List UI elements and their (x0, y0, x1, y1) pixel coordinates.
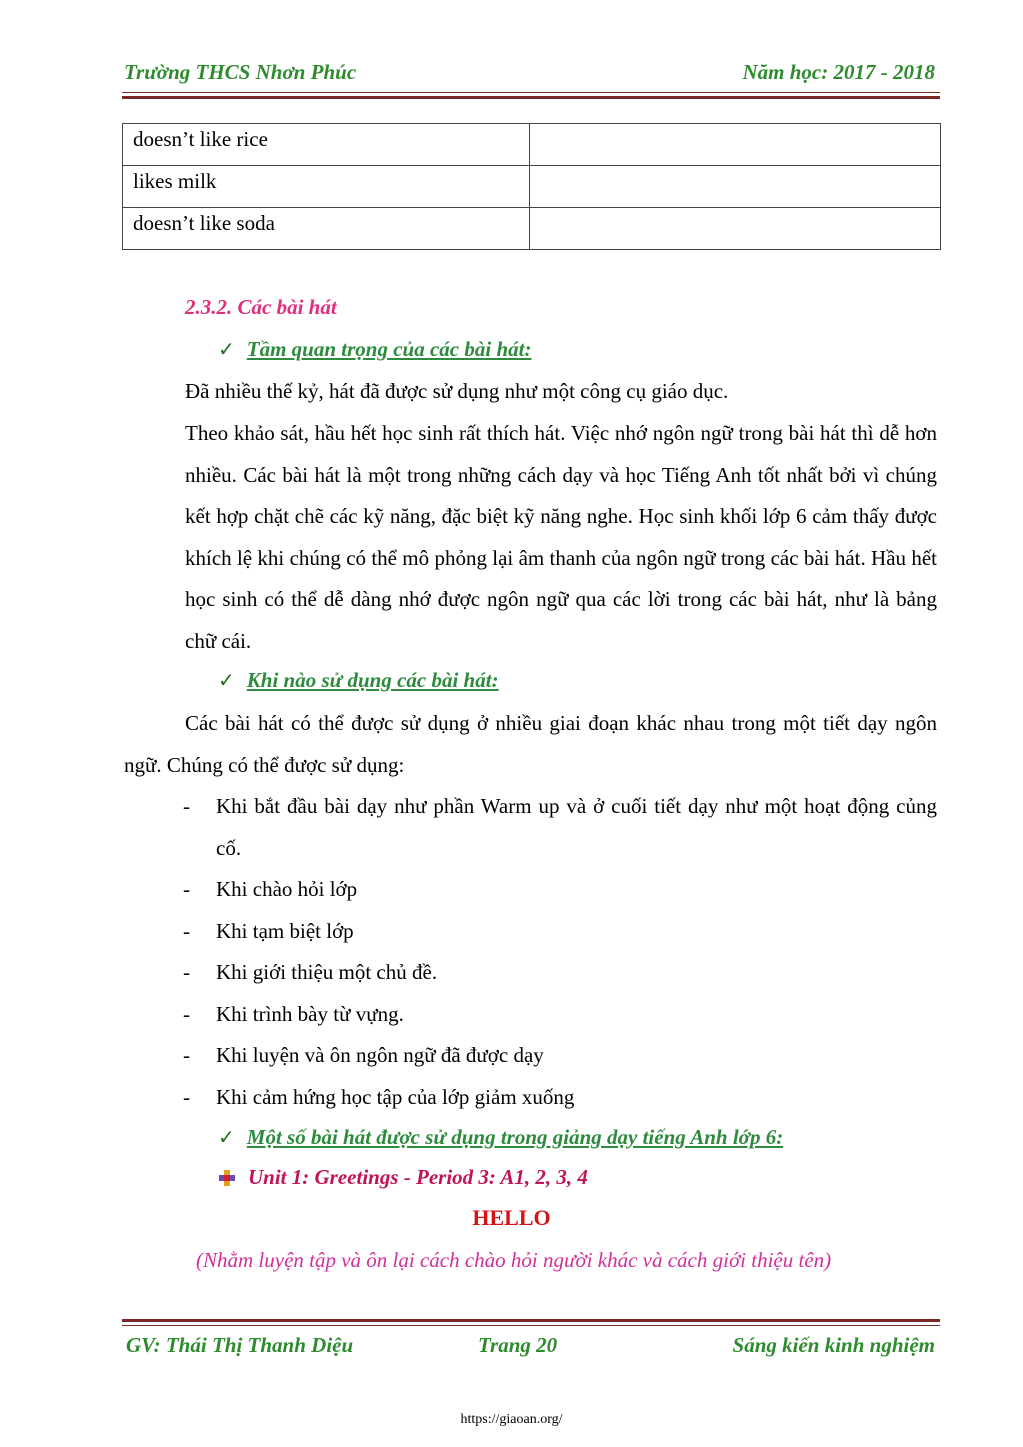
usage-list (183, 786, 937, 1118)
list-item-text: Khi bắt đầu bài dạy như phần Warm up và ở cuối tiết dạy như một hoạt động củng cố. (216, 794, 937, 860)
header-rule-thin (122, 92, 940, 93)
list-item-text: Khi tạm biệt lớp (216, 918, 354, 943)
footer-url: https://giaoan.org/ (460, 1412, 563, 1427)
list-item-text: Khi trình bày từ vựng. (216, 1001, 404, 1026)
table-cell: likes milk (123, 166, 530, 208)
checkmark-icon: ✓ (218, 670, 235, 692)
header-school: Trường THCS Nhơn Phúc (124, 60, 357, 84)
heading-songs-label: Một số bài hát được sử dụng trong giảng dạy tiếng Anh lớp 6: (246, 1125, 784, 1149)
list-item (183, 869, 937, 911)
header-rule-thick (122, 96, 940, 99)
list-item-text: Khi cảm hứng học tập của lớp giảm xuống (216, 1084, 575, 1109)
dash-bullet: - (183, 794, 190, 818)
unit-label: Unit 1: Greetings - Period 3: A1, 2, 3, 4 (248, 1165, 588, 1189)
table-cell (530, 124, 941, 166)
checkmark-icon: ✓ (218, 1127, 235, 1149)
list-item (183, 1077, 937, 1119)
heading-importance-label: Tầm quan trọng của các bài hát: (246, 337, 532, 361)
paragraph-centuries: Đã nhiều thế kỷ, hát đã được sử dụng như một công cụ giáo dục. (185, 379, 729, 403)
footer-page-number: Trang 20 (478, 1333, 558, 1357)
list-item-text: Khi luyện và ôn ngôn ngữ đã được dạy (216, 1043, 544, 1067)
dash-bullet: - (183, 1084, 190, 1109)
table-row (123, 166, 941, 208)
paragraph-stages: Các bài hát có thể được sử dụng ở nhiều giai đoạn khác nhau trong một tiết dạy ngôn ngữ. Chúng có thể được sử dụng: (124, 711, 937, 777)
table-row (123, 208, 941, 250)
list-item (183, 911, 937, 953)
table-cell: doesn’t like rice (123, 124, 530, 166)
paragraph-survey: Theo khảo sát, hầu hết học sinh rất thích hát. Việc nhớ ngôn ngữ trong bài hát thì dễ hơn nhiều. Các bài hát là một trong những cách dạy và học Tiếng Anh tốt nhất bởi vì chúng kết hợp chặt chẽ các kỹ năng, đặc biệt kỹ năng nghe. Học sinh khối lớp 6 cảm thấy được khích lệ khi chúng có thể mô phỏng lại âm thanh của ngôn ngữ trong các bài hát. Hầu hết học sinh có thể dễ dàng nhớ được ngôn ngữ qua các lời trong các bài hát, như là bảng chữ cái. (185, 421, 937, 653)
table-row (123, 124, 941, 166)
song-title: HELLO (472, 1205, 551, 1230)
table-cell (530, 208, 941, 250)
table-cell: doesn’t like soda (123, 208, 530, 250)
list-item (183, 994, 937, 1036)
unit-line (218, 1165, 588, 1190)
footer-rule-thick (122, 1319, 940, 1322)
header-year: Năm học: 2017 - 2018 (742, 60, 935, 84)
heading-importance (218, 337, 531, 362)
dash-bullet: - (183, 960, 190, 984)
dash-bullet: - (183, 1043, 190, 1067)
checkmark-icon: ✓ (218, 339, 235, 361)
dash-bullet: - (183, 1001, 190, 1026)
dash-bullet: - (183, 877, 190, 901)
footer-rule-thin (122, 1325, 940, 1326)
footer-teacher: GV: Thái Thị Thanh Diệu (126, 1333, 354, 1357)
diamond-bullet-icon (218, 1169, 236, 1187)
heading-when-label: Khi nào sử dụng các bài hát: (246, 668, 499, 692)
table-cell (530, 166, 941, 208)
heading-when (218, 668, 499, 693)
list-item (183, 952, 937, 994)
song-note: (Nhằm luyện tập và ôn lại cách chào hỏi người khác và cách giới thiệu tên) (196, 1248, 832, 1272)
list-item (183, 786, 937, 869)
heading-songs (218, 1125, 783, 1150)
list-item-text: Khi giới thiệu một chủ đề. (216, 960, 438, 984)
footer-label: Sáng kiến kinh nghiệm (732, 1333, 935, 1357)
answer-table (122, 123, 941, 250)
list-item-text: Khi chào hỏi lớp (216, 877, 358, 901)
section-title: 2.3.2. Các bài hát (185, 295, 337, 319)
list-item (183, 1035, 937, 1077)
dash-bullet: - (183, 918, 190, 943)
